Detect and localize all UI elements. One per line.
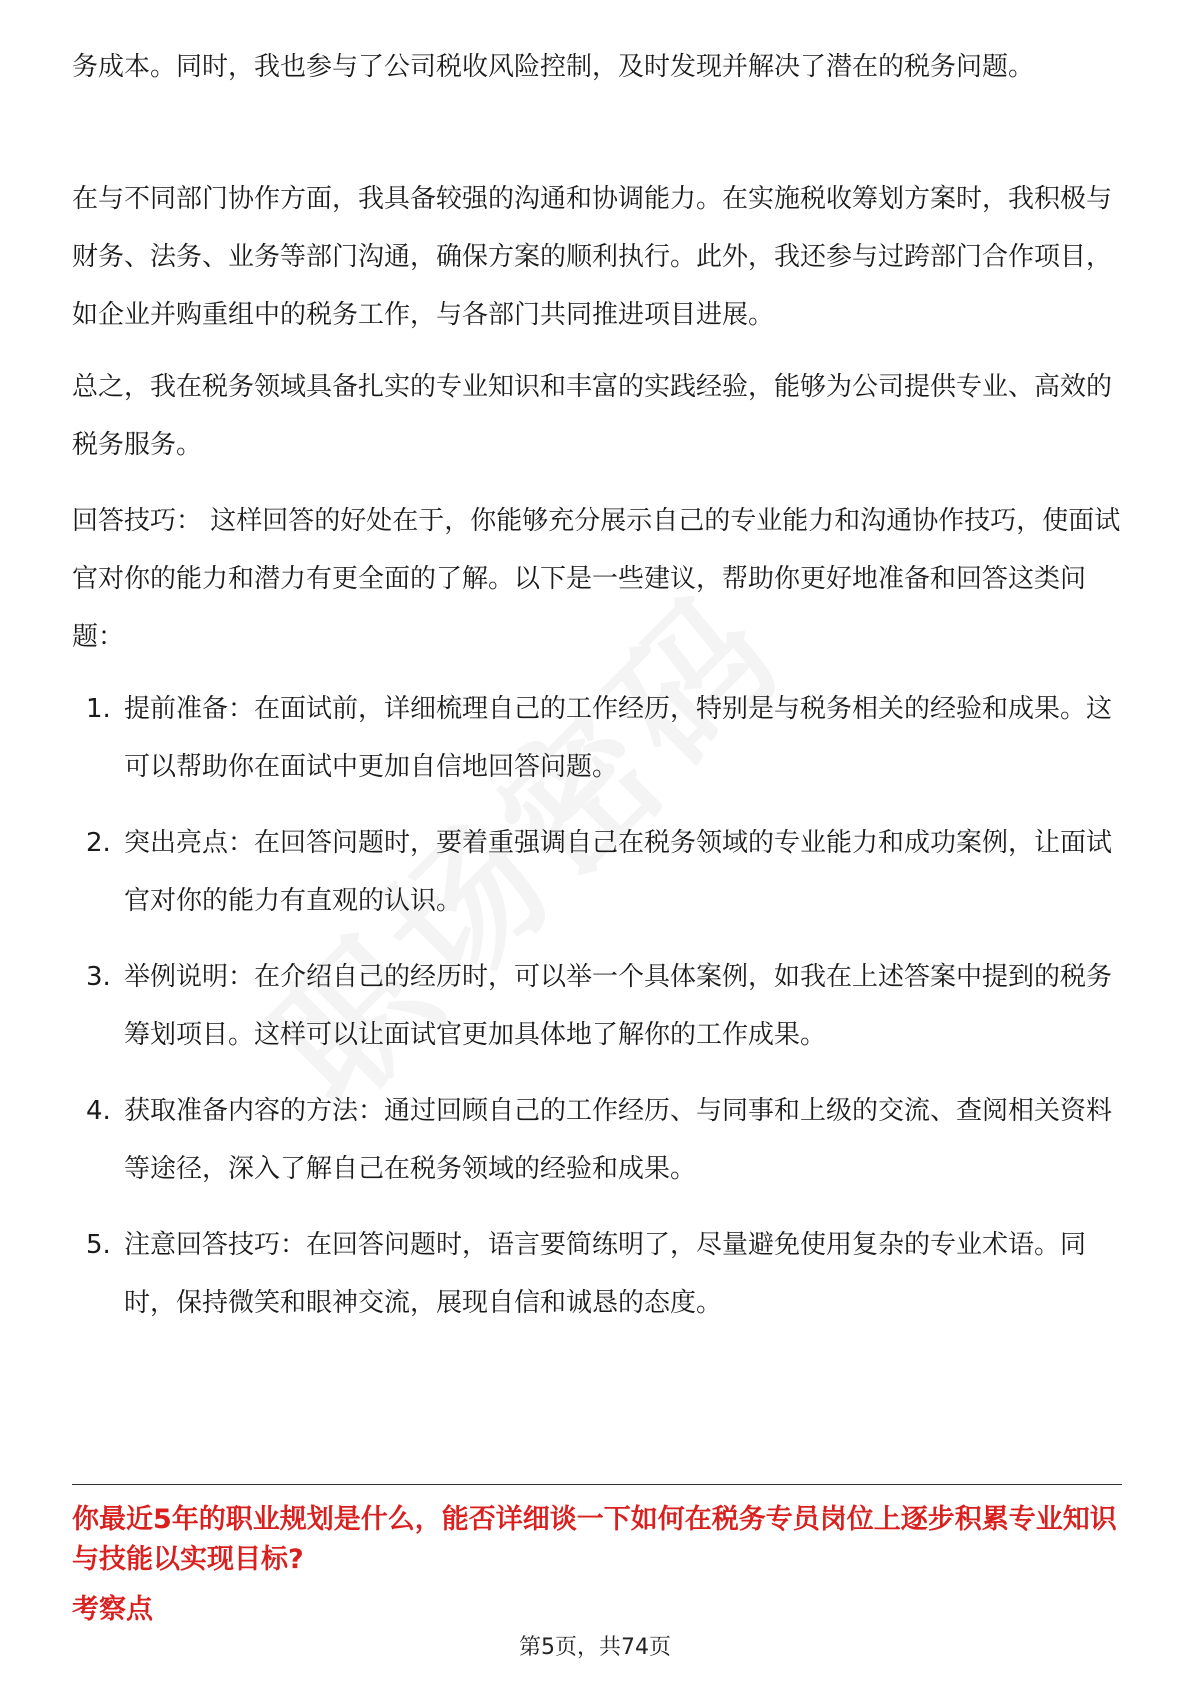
paragraph-summary: 总之，我在税务领域具备扎实的专业知识和丰富的实践经验，能够为公司提供专业、高效的税务服务。 xyxy=(72,372,1113,460)
tip-text: 注意回答技巧：在回答问题时，语言要简练明了，尽量避免使用复杂的专业术语。同时，保持微笑和眼神交流，展现自信和诚恳的态度。 xyxy=(124,1230,1087,1318)
tip-text: 突出亮点：在回答问题时，要着重强调自己在税务领域的专业能力和成功案例，让面试官对你的能力有直观的认识。 xyxy=(124,828,1113,916)
tip-text: 举例说明：在介绍自己的经历时，可以举一个具体案例，如我在上述答案中提到的税务筹划项目。这样可以让面试官更加具体地了解你的工作成果。 xyxy=(124,962,1113,1050)
tip-number: 5. xyxy=(86,1230,111,1260)
tip-text: 提前准备：在面试前，详细梳理自己的工作经历，特别是与税务相关的经验和成果。这可以帮助你在面试中更加自信地回答问题。 xyxy=(124,694,1113,782)
tip-number: 4. xyxy=(86,1096,111,1126)
next-question-heading: 你最近5年的职业规划是什么，能否详细谈一下如何在税务专员岗位上逐步积累专业知识与技能以实现目标? xyxy=(72,1504,1117,1575)
paragraph-tax-cost: 务成本。同时，我也参与了公司税收风险控制，及时发现并解决了潜在的税务问题。 xyxy=(72,52,1035,82)
tip-number: 2. xyxy=(86,828,111,858)
paragraph-collaboration: 在与不同部门协作方面，我具备较强的沟通和协调能力。在实施税收筹划方案时，我积极与财务、法务、业务等部门沟通，确保方案的顺利执行。此外，我还参与过跨部门合作项目，如企业并购重组中的税务工作，与各部门共同推进项目进展。 xyxy=(72,184,1113,330)
section-heading-focus: 考察点 xyxy=(72,1594,153,1625)
tip-number: 1. xyxy=(86,694,111,724)
tip-number: 3. xyxy=(86,962,111,992)
tip-text: 获取准备内容的方法：通过回顾自己的工作经历、与同事和上级的交流、查阅相关资料等途径，深入了解自己在税务领域的经验和成果。 xyxy=(124,1096,1113,1184)
section-divider xyxy=(72,1484,1122,1485)
page-footer: 第5页，共74页 xyxy=(519,1635,671,1660)
paragraph-answer-tips: 回答技巧： 这样回答的好处在于，你能够充分展示自己的专业能力和沟通协作技巧，使面试官对你的能力和潜力有更全面的了解。以下是一些建议，帮助你更好地准备和回答这类问题： xyxy=(72,506,1121,652)
